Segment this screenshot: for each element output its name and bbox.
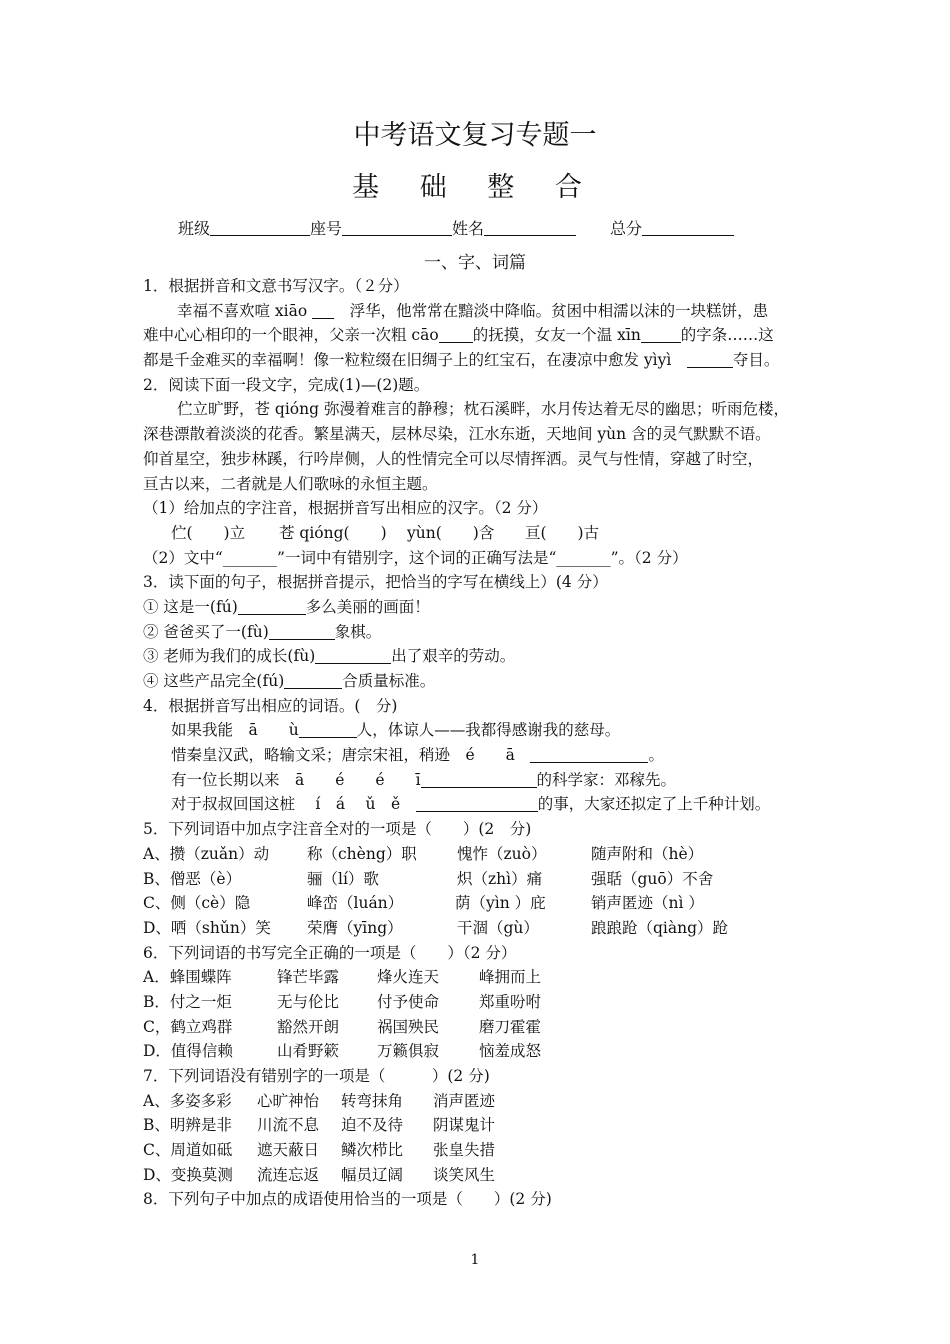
q7-heading: 7．下列词语没有错别字的一项是（ ）(2 分) xyxy=(143,1067,490,1085)
q5-heading: 5．下列词语中加点字注音全对的一项是（ ）(2 分) xyxy=(143,820,532,839)
q2-passage-line: 伫立旷野，苍 qióng 弥漫着难言的静穆；枕石溪畔，水月传达着无尽的幽思；听雨危楼， xyxy=(177,400,789,419)
choice-row[interactable]: C，鹤立鸡群 豁然开朗 祸国殃民 磨刀霍霍 xyxy=(143,1017,542,1036)
q3-item: ① 这是一(fú) 多么美丽的画面！ xyxy=(143,597,430,616)
q2-heading: 2．阅读下面一段文字，完成(1)—(2)题。 xyxy=(143,375,430,394)
answer-blank[interactable] xyxy=(439,327,473,343)
name-blank[interactable] xyxy=(484,221,576,236)
fill-item[interactable]: 伫( )立 xyxy=(171,523,246,542)
answer-blank[interactable] xyxy=(299,722,357,738)
answer-blank[interactable] xyxy=(530,747,648,763)
answer-blank[interactable] xyxy=(421,772,537,788)
q2-subquestion-items xyxy=(143,521,813,546)
q2-passage-line: 仰首星空，独步林蹊，行吟岸侧，人的性情完全可以尽情挥洒。灵气与性情，穿越了时空， xyxy=(143,449,764,468)
q4-line: 如果我能 ā ù 人，体谅人——我都得感谢我的慈母。 xyxy=(171,721,621,740)
choice-row[interactable]: A、多姿多彩 心旷神怡 转弯抹角 消声匿迹 xyxy=(143,1091,496,1110)
answer-blank[interactable] xyxy=(416,796,538,812)
q4-line: 对于叔叔回国这桩 í á ǔ ě 的事，大家还拟定了上千种计划。 xyxy=(171,795,771,814)
name-label: 姓名 xyxy=(452,219,485,238)
q1-heading: 1．根据拼音和文意书写汉字。（２分） xyxy=(143,277,409,295)
q1-line: 难中心心相印的一个眼神，父亲一次粗 cāo 的抚摸，女友一个温 xīn 的字条……这 xyxy=(143,326,774,345)
choice-row[interactable]: D、哂（shǔn）笑 荣膺（yīng） 干涸（gù） 踉踉跄（qiàng）跄 xyxy=(143,918,729,937)
total-label: 总分 xyxy=(610,219,643,238)
q4-line: 惜秦皇汉武，略输文采；唐宗宋祖，稍逊 é ā 。 xyxy=(171,746,664,765)
fill-item[interactable]: yùn( )含 xyxy=(407,523,495,542)
q6-heading: 6．下列词语的书写完全正确的一项是（ ）（2 分） xyxy=(143,943,517,962)
q4-heading: 4．根据拼音写出相应的词语。( 分) xyxy=(143,696,398,715)
section-heading: 一、字、词篇 xyxy=(424,253,526,273)
fill-item[interactable]: 苍 qióng( ) xyxy=(279,523,387,542)
q3-item: ④ 这些产品完全(fú) 合质量标准。 xyxy=(143,672,436,690)
q2-passage-line: 深巷漂散着淡淡的花香。繁星满天，层林尽染，江水东逝，天地间 yùn 含的灵气默默不语。 xyxy=(143,425,771,444)
q1-line: 幸福不喜欢喧 xiāo 浮华，他常常在黯淡中降临。贫困中相濡以沫的一块糕饼，患 xyxy=(177,301,769,320)
choice-row[interactable]: C、周道如砥 遮天蔽日 鳞次栉比 张皇失措 xyxy=(143,1141,496,1160)
q2-subquestion: （2）文中“_______”一词中有错别字，这个词的正确写法是“_______”。（2 分） xyxy=(143,548,688,567)
choice-row[interactable]: A．蜂围蝶阵 锋芒毕露 烽火连天 峰拥而上 xyxy=(143,968,542,987)
fill-item[interactable]: 亘( )古 xyxy=(525,523,600,542)
seat-label: 座号 xyxy=(310,219,343,238)
choice-row[interactable]: B、明辨是非 川流不息 迫不及待 阴谋鬼计 xyxy=(143,1116,496,1135)
seat-blank[interactable] xyxy=(342,221,452,236)
page-number: 1 xyxy=(470,1252,480,1268)
q2-subquestion: （1）给加点的字注音，根据拼音写出相应的汉字。（2 分） xyxy=(143,499,548,518)
choice-row[interactable]: C、侧（cè）隐 峰峦（luán） 荫（yìn ）庇 销声匿迹（nì ） xyxy=(143,894,704,913)
answer-blank[interactable] xyxy=(687,352,733,368)
total-blank[interactable] xyxy=(642,221,734,236)
q3-item: ② 爸爸买了一(fù) 象棋。 xyxy=(143,622,382,641)
q1-line: 都是千金难买的幸福啊！像一粒粒缀在旧绸子上的红宝石，在凄凉中愈发 yìyì 夺目。 xyxy=(143,351,780,370)
choice-row[interactable]: D．值得信赖 山肴野簌 万籁俱寂 恼羞成怒 xyxy=(143,1042,542,1061)
answer-blank[interactable] xyxy=(315,648,391,664)
question-body xyxy=(143,274,813,1212)
q2-passage-line: 亘古以来，二者就是人们歌咏的永恒主题。 xyxy=(143,474,438,493)
answer-blank[interactable] xyxy=(269,624,335,640)
page-title: 中考语文复习专题一 xyxy=(353,120,597,151)
answer-blank[interactable] xyxy=(238,599,306,615)
student-info-row xyxy=(178,216,734,239)
choice-row[interactable]: B、僧恶（è） 骊（lí）歌 炽（zhì）痛 强聒（guō）不舍 xyxy=(143,869,714,888)
q3-item: ③ 老师为我们的成长(fù) 出了艰辛的劳动。 xyxy=(143,647,516,666)
page-subtitle: 基 础 整 合 xyxy=(352,172,598,203)
class-blank[interactable] xyxy=(210,221,310,236)
answer-blank[interactable] xyxy=(312,303,334,319)
q3-heading: 3．读下面的句子，根据拼音提示，把恰当的字写在横线上）(4 分） xyxy=(143,573,608,592)
answer-blank[interactable] xyxy=(284,673,342,689)
q8-heading: 8．下列句子中加点的成语使用恰当的一项是（ ）(2 分) xyxy=(143,1190,552,1209)
class-label: 班级 xyxy=(178,219,211,238)
choice-row[interactable]: B．付之一炬 无与伦比 付予使命 郑重吩咐 xyxy=(143,992,542,1011)
choice-row[interactable]: A、攒（zuǎn）动 称（chèng）职 愧怍（zuò） 随声附和（hè） xyxy=(143,844,704,863)
q4-line: 有一位长期以来 ā é é ī 的科学家：邓稼先。 xyxy=(171,770,677,789)
choice-row[interactable]: D、变换莫测 流连忘返 幅员辽阔 谈笑风生 xyxy=(143,1165,496,1184)
answer-blank[interactable] xyxy=(641,327,681,343)
